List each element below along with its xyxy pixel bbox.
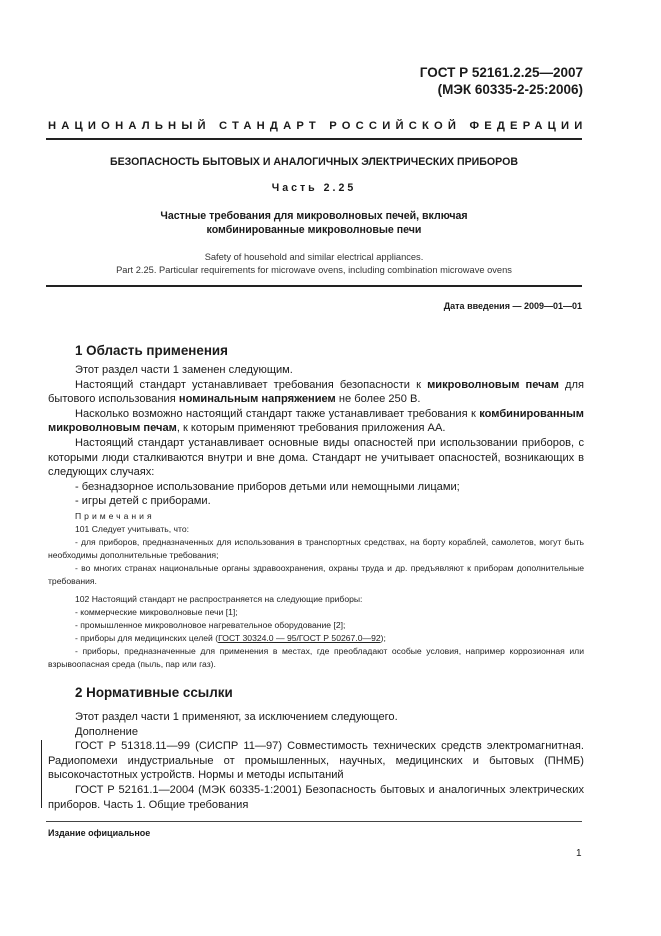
section1-p4: Настоящий стандарт устанавливает основные виды опасностей при использовании приборов, с которыми люди сталкиваются внутри и вне дома. Стандарт не учитывает опасностей, возникающих в следующих случаях:	[48, 436, 584, 479]
notes-block	[48, 510, 584, 671]
official-edition-note: Издание официальное	[48, 828, 151, 838]
note-102-d: - приборы, предназначенные для применения в местах, где преобладают особые условия, например коррозионная или взрывоопасная среда (пыль, пар или газ).	[48, 646, 584, 669]
standard-code-line2: (МЭК 60335-2-25:2006)	[437, 82, 583, 97]
section1-dash1: - безнадзорное использование приборов детьми или немощными лицами;	[75, 480, 460, 493]
p3-bold: комбинированным микроволновым печам	[48, 407, 584, 435]
notes-heading: Примечания	[75, 511, 155, 521]
note-102-c-end: );	[380, 633, 386, 643]
section1-p2	[48, 378, 584, 407]
section2-body	[48, 710, 584, 812]
p2-bold-b: номинальным напряжением	[178, 393, 336, 406]
subtitle-line1: Частные требования для микроволновых печей, включая	[160, 210, 468, 222]
english-title-line2: Part 2.25. Particular requirements for microwave ovens, including combination microwave ovens	[116, 264, 512, 275]
p2-text-c: не более 250 В.	[335, 393, 421, 406]
section2-heading: 2 Нормативные ссылки	[75, 685, 233, 700]
national-standard-banner: НАЦИОНАЛЬНЫЙ СТАНДАРТ РОССИЙСКОЙ ФЕДЕРАЦИИ	[48, 120, 588, 132]
section1-dash2: - игры детей с приборами.	[75, 495, 211, 508]
document-title: БЕЗОПАСНОСТЬ БЫТОВЫХ И АНАЛОГИЧНЫХ ЭЛЕКТРИЧЕСКИХ ПРИБОРОВ	[110, 156, 518, 168]
standard-code-line1: ГОСТ Р 52161.2.25—2007	[419, 65, 583, 80]
standard-code	[420, 64, 583, 98]
note-101: 101 Следует учитывать, что:	[75, 524, 189, 534]
top-rule	[46, 138, 582, 140]
note-102-b: - промышленное микроволновое нагревательное оборудование [2];	[75, 620, 346, 630]
footer-rule	[46, 821, 582, 822]
document-subtitle	[46, 209, 582, 237]
gost-reference-link[interactable]: ГОСТ 30324.0 — 95/ГОСТ Р 50267.0—92	[218, 633, 381, 643]
note-102-c-text: - приборы для медицинских целей (	[75, 633, 219, 643]
note-102-c	[48, 632, 584, 645]
subtitle-line2: комбинированные микроволновые печи	[206, 224, 422, 236]
section2-p4: ГОСТ Р 52161.1—2004 (МЭК 60335-1:2001) Безопасность бытовых и аналогичных электрических приборов. Часть 1. Общие требования	[48, 783, 584, 811]
section1-p3	[48, 407, 584, 436]
english-title	[46, 251, 582, 276]
note-102-a: - коммерческие микроволновые печи [1];	[75, 607, 238, 617]
p2-bold-a: микроволновым печам	[427, 378, 559, 391]
note-101-a: - для приборов, предназначенных для использования в транспортных средствах, на борту кораблей, самолетов, могут быть необходимы дополнительные требования;	[48, 537, 584, 560]
section1-p1: Этот раздел части 1 заменен следующим.	[75, 364, 293, 376]
part-label: Часть 2.25	[271, 182, 357, 194]
section2-p2: Дополнение	[75, 725, 139, 738]
title-rule	[46, 285, 582, 287]
p3-text-a: Насколько возможно настоящий стандарт также устанавливает требования к	[75, 407, 480, 420]
p3-text-b: , к которым применяют требования приложения АА.	[176, 422, 446, 435]
section1-body	[48, 363, 584, 509]
p2-text-a: Настоящий стандарт устанавливает требования безопасности к	[75, 378, 428, 391]
note-102: 102 Настоящий стандарт не распространяется на следующие приборы:	[75, 594, 363, 604]
section1-heading: 1 Область применения	[75, 343, 228, 358]
page-number: 1	[576, 848, 582, 859]
note-101-b: - во многих странах национальные органы здравоохранения, охраны труда и др. предъявляют к приборам дополнительные требования.	[48, 563, 584, 586]
p2-text-b: для бытового использования	[48, 378, 584, 406]
change-margin-bar	[41, 740, 42, 808]
section2-p1: Этот раздел части 1 применяют, за исключением следующего.	[75, 711, 398, 723]
section2-p3: ГОСТ Р 51318.11—99 (СИСПР 11—97) Совместимость технических средств электромагнитная. Радиопомехи индустриальные от промышленных, научных, медицинских и бытовых (ПНМБ) высокочастотных устройств. Нормы и методы испытаний	[48, 740, 584, 782]
english-title-line1: Safety of household and similar electrical appliances.	[204, 252, 424, 262]
introduction-date: Дата введения — 2009—01—01	[443, 301, 582, 311]
